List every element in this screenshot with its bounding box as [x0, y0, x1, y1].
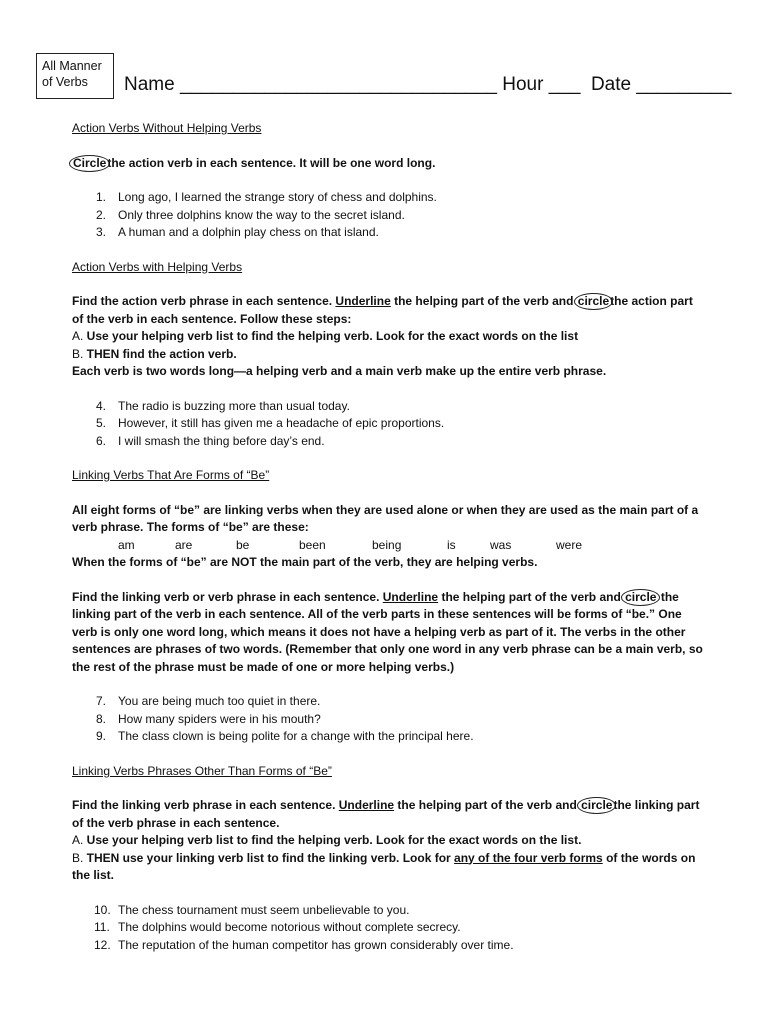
underlined-phrase: any of the four verb forms [454, 850, 603, 865]
step-label: A. [72, 833, 87, 847]
section-1-instructions [72, 155, 722, 173]
item-text: The reputation of the human competitor has grown considerably over time. [118, 937, 514, 952]
list-item [72, 693, 722, 711]
be-form: were [556, 537, 583, 552]
instruction-text: the action verb in each sentence. It will be one word long. [107, 155, 436, 170]
title-box-line1: All Manner [42, 59, 102, 73]
step-b [72, 346, 722, 364]
underlined-word: Underline [335, 294, 391, 308]
section-3-instructions [72, 589, 722, 607]
section-1-list [72, 189, 722, 242]
circled-word: circle [621, 589, 660, 606]
instruction-text: linking part of the verb in each sentence. All of the verb parts in these sentences will be forms of “be.” One [72, 607, 682, 621]
item-text: Long ago, I learned the strange story of chess and dolphins. [118, 190, 437, 204]
name-hour-date-line: Name ______________________________ Hour ___ Date _________ [124, 74, 732, 95]
item-number: 7. [96, 694, 107, 708]
step-a [72, 328, 722, 346]
item-text: How many spiders were in his mouth? [118, 711, 321, 726]
underlined-word: Underline [338, 798, 395, 812]
step-a [72, 832, 722, 850]
step-label: B. [72, 850, 87, 865]
be-form: being [372, 537, 402, 552]
section-2-list [72, 398, 722, 451]
instruction-text: Find the action verb phrase in each sentence. [72, 294, 336, 308]
be-form: been [299, 537, 326, 552]
step-text: THEN use your linking verb list to find the linking verb. Look for [86, 850, 455, 865]
step-text: Use your helping verb list to find the helping verb. Look for the exact words on the list. [86, 833, 582, 847]
step-b [72, 850, 722, 868]
section-4-list [72, 902, 722, 955]
instruction-text: Find the linking verb or verb phrase in each sentence. [72, 589, 383, 604]
item-number: 3. [96, 225, 107, 239]
item-number: 8. [96, 711, 107, 726]
be-form: am [118, 537, 135, 552]
item-number: 1. [96, 190, 107, 204]
instruction-text: the rest of the phrase must be made of one or more helping verbs.) [72, 659, 455, 674]
list-item [72, 189, 722, 207]
list-item [72, 711, 722, 729]
instruction-text: the helping part of the verb and [438, 589, 625, 604]
circled-word: circle [577, 797, 616, 814]
list-item [72, 433, 722, 451]
be-form: be [236, 537, 250, 552]
instruction-text: verb is only one word long, which means it does not have a helping verb as part of it. The verbs in the other [72, 624, 686, 639]
section-1-title: Action Verbs Without Helping Verbs [72, 121, 262, 135]
instruction-text: the [657, 589, 679, 604]
instruction-text: the helping part of the verb and [390, 294, 577, 308]
item-text: The radio is buzzing more than usual today. [118, 398, 350, 413]
item-number: 12. [94, 937, 111, 952]
circled-word: circle [574, 293, 613, 310]
item-number: 9. [96, 729, 107, 743]
item-text: A human and a dolphin play chess on that island. [118, 225, 379, 239]
list-item [72, 207, 722, 225]
item-text: The chess tournament must seem unbelievable to you. [118, 902, 410, 917]
list-item [72, 415, 722, 433]
instruction-text: of the verb in each sentence. Follow these steps: [72, 311, 352, 326]
step-label: A. [72, 329, 87, 343]
title-box-line2: of Verbs [42, 75, 88, 89]
instruction-text: the action part [610, 294, 693, 308]
instruction-text: Find the linking verb phrase in each sentence. [72, 798, 339, 812]
list-item [72, 919, 722, 937]
instruction-text: When the forms of “be” are NOT the main part of the verb, they are helping verbs. [72, 555, 538, 569]
item-number: 11. [94, 920, 110, 934]
instruction-text: Each verb is two words long—a helping verb and a main verb make up the entire verb phrase. [72, 364, 607, 378]
step-text: of the words on [602, 850, 696, 865]
item-number: 10. [94, 902, 111, 917]
instruction-text: sentences are phrases of two words. (Remember that only one word in any verb phrase can be a main verb, so [72, 642, 703, 656]
section-4-instructions [72, 797, 722, 815]
item-text: The class clown is being polite for a change with the principal here. [118, 729, 474, 743]
step-text: the list. [72, 868, 115, 882]
step-label: B. [72, 346, 87, 361]
be-form: was [490, 537, 512, 552]
instruction-text: All eight forms of “be” are linking verbs when they are used alone or when they are used as the main part of a [72, 502, 699, 517]
be-forms-row [72, 537, 722, 555]
list-item [72, 224, 722, 242]
step-text: THEN find the action verb. [86, 346, 237, 361]
circled-word: Circle [69, 155, 110, 172]
step-text: Use your helping verb list to find the helping verb. Look for the exact words on the list [86, 329, 579, 343]
list-item [72, 728, 722, 746]
section-3-list [72, 693, 722, 746]
item-number: 4. [96, 398, 107, 413]
item-number: 2. [96, 207, 107, 222]
section-2-title: Action Verbs with Helping Verbs [72, 259, 243, 274]
instruction-text: verb phrase. The forms of “be” are these: [72, 520, 309, 534]
section-4-title: Linking Verbs Phrases Other Than Forms of “Be” [72, 763, 332, 778]
item-number: 5. [96, 416, 107, 430]
item-text: The dolphins would become notorious without complete secrecy. [118, 920, 461, 934]
item-text: You are being much too quiet in there. [118, 694, 321, 708]
instruction-text: of the verb phrase in each sentence. [72, 815, 280, 830]
be-form: is [447, 537, 456, 552]
item-number: 6. [96, 433, 107, 448]
item-text: I will smash the thing before day’s end. [118, 433, 325, 448]
list-item [72, 937, 722, 955]
instruction-text: the helping part of the verb and [394, 798, 581, 812]
be-form: are [175, 537, 193, 552]
item-text: However, it still has given me a headache of epic proportions. [118, 416, 445, 430]
instruction-text: the linking part [613, 798, 700, 812]
section-3-title: Linking Verbs That Are Forms of “Be” [72, 468, 270, 482]
title-box [36, 53, 114, 99]
underlined-word: Underline [382, 589, 439, 604]
section-2-instructions [72, 293, 722, 311]
list-item [72, 398, 722, 416]
worksheet-content [72, 120, 722, 954]
item-text: Only three dolphins know the way to the secret island. [118, 207, 405, 222]
list-item [72, 902, 722, 920]
